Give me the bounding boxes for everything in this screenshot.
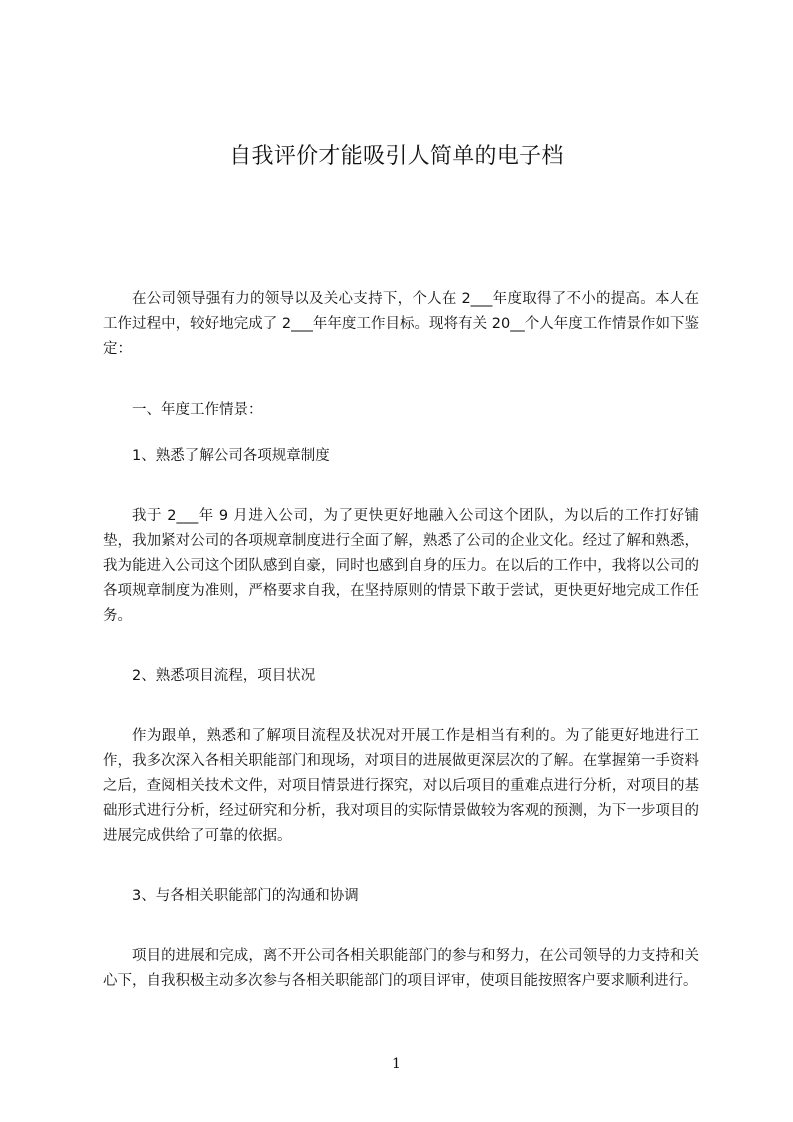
item-body-1: 我于 2___年 9 月进入公司，为了更快更好地融入公司这个团队，为以后的工作打好铺垫，我加紧对公司的各项规章制度进行全面了解，熟悉了公司的企业文化。经过了解和熟悉，我为能进入公司这个团队感到自豪，同时也感到自身的压力。在以后的工作中，我将以公司的各项规章制度为准则，严格要求自我，在坚持原则的情景下敢于尝试，更快更好地完成工作任务。 <box>103 508 699 624</box>
page-number: 1 <box>392 1056 401 1072</box>
spacing <box>103 423 699 444</box>
item-body-3: 项目的进展和完成，离不开公司各相关职能部门的参与和努力，在公司领导的力支持和关心下，自我积极主动多次参与各相关职能部门的项目评审，使项目能按照客户要求顺利进行。 <box>103 948 699 989</box>
section-heading: 一、年度工作情景： <box>132 402 263 418</box>
intro-paragraph: 在公司领导强有力的领导以及关心支持下，个人在 2___年度取得了不小的提高。本人在工作过程中，较好地完成了 2___年年度工作目标。现将有关 20__个人年度工作情景作如下鉴定： <box>103 291 699 357</box>
item-heading-2: 2、熟悉项目流程，项目状况 <box>132 668 316 684</box>
spacing <box>103 629 699 664</box>
item-heading-1: 1、熟悉了解公司各项规章制度 <box>132 448 330 464</box>
spacing <box>103 689 699 724</box>
spacing <box>103 362 699 398</box>
spacing <box>103 849 699 884</box>
item-heading-3: 3、与各相关职能部门的沟通和协调 <box>132 888 359 904</box>
item-body-2: 作为跟单，熟悉和了解项目流程及状况对开展工作是相当有利的。为了能更好地进行工作，我多次深入各相关职能部门和现场，对项目的进展做更深层次的了解。在掌握第一手资料之后，查阅相关技术文件，对项目情景进行探究，对以后项目的重难点进行分析，对项目的基础形式进行分析，经过研究和分析，我对项目的实际情景做较为客观的预测，为下一步项目的进展完成供给了可靠的依据。 <box>103 728 699 844</box>
spacing <box>103 469 699 504</box>
spacing <box>103 909 699 944</box>
document-body <box>103 287 699 994</box>
document-title: 自我评价才能吸引人简单的电子档 <box>229 144 564 169</box>
